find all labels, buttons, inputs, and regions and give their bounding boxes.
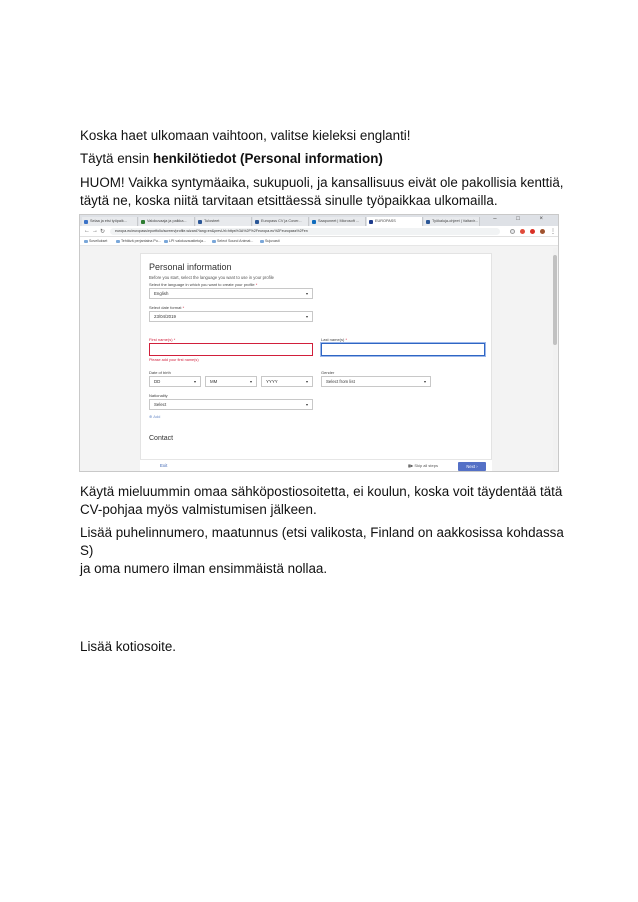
paragraph-email xyxy=(80,483,570,519)
dob-year-select[interactable]: YYYY ▾ xyxy=(261,376,313,387)
paragraph-language: Koska haet ulkomaan vaihtoon, valitse kieleksi englanti! xyxy=(80,128,411,143)
language-select[interactable]: English ▾ xyxy=(149,288,313,299)
tab-favicon-icon xyxy=(84,220,88,224)
tab-favicon-icon xyxy=(369,220,373,224)
bookmark-favicon-icon xyxy=(164,240,168,244)
paragraph-phone-line1: Lisää puhelinnumero, maatunnus (etsi valikosta, Finland on aakkosissa kohdassa S) xyxy=(80,525,564,558)
bookmark-item[interactable]: Tehtävä perjantaina Pu... xyxy=(116,239,161,243)
last-name-input[interactable] xyxy=(321,343,485,356)
browser-tab[interactable]: Selaa ja etsi työpaik... xyxy=(82,217,138,226)
paragraph-note xyxy=(80,174,570,210)
chevron-down-icon: ▾ xyxy=(305,314,308,319)
browser-tab[interactable]: Työkaluja-ohjeet | Valtavir... xyxy=(424,217,480,226)
dob-month-select[interactable]: MM ▾ xyxy=(205,376,257,387)
form-footer xyxy=(140,459,492,472)
first-name-input[interactable] xyxy=(149,343,313,356)
bookmark-item[interactable]: Sovellukset xyxy=(84,239,107,243)
browser-tab[interactable]: Tulosteet xyxy=(196,217,252,226)
scrollbar-thumb[interactable] xyxy=(553,255,557,345)
address-bar[interactable]: europa.eu/europass/eportfolio/screen/profile-wizard?lang=en&prevUrl=https%3A%2F%2Feuropa.eu%2Feuropass%2Fen xyxy=(110,228,500,235)
language-label: Select the language in which you want to create your profile * xyxy=(149,282,258,287)
browser-tab[interactable]: Saapuneet | Microsoft ... xyxy=(310,217,366,226)
window-controls[interactable]: – □ × xyxy=(493,216,552,222)
plus-circle-icon: ⊕ xyxy=(149,414,153,419)
browser-tab-active[interactable]: EUROPASS xyxy=(367,217,423,226)
back-arrow-icon[interactable]: ← xyxy=(84,228,90,234)
contact-section-title: Contact xyxy=(149,435,174,442)
forward-arrow-icon[interactable]: → xyxy=(92,228,98,234)
tab-favicon-icon xyxy=(426,220,430,224)
paragraph-address: Lisää kotiosoite. xyxy=(80,639,177,654)
browser-tab[interactable]: Europass CV ja Cover... xyxy=(253,217,309,226)
star-icon[interactable] xyxy=(510,229,515,234)
bookmark-favicon-icon xyxy=(260,240,264,244)
reload-icon[interactable]: ↻ xyxy=(100,229,106,235)
chevron-down-icon: ▾ xyxy=(249,379,252,384)
add-nationality-link[interactable]: ⊕ Add xyxy=(149,414,161,419)
paragraph-personal-info xyxy=(80,150,570,168)
date-format-select[interactable]: 23/04/2019 ▾ xyxy=(149,311,313,322)
nationality-select[interactable]: Select ▾ xyxy=(149,399,313,410)
extension-icon[interactable] xyxy=(530,229,535,234)
exit-button[interactable]: Exit xyxy=(160,463,168,468)
bookmark-favicon-icon xyxy=(116,240,120,244)
bookmark-item[interactable]: Sujuvasti xyxy=(260,239,280,243)
bookmark-favicon-icon xyxy=(212,240,216,244)
chevron-down-icon: ▾ xyxy=(193,379,196,384)
tab-favicon-icon xyxy=(198,220,202,224)
dob-day-select[interactable]: DD ▾ xyxy=(149,376,201,387)
last-name-label: Last name(s) * xyxy=(321,337,348,342)
bookmark-item[interactable]: LPI valokuvaustietoja... xyxy=(164,239,206,243)
form-title: Personal information xyxy=(149,262,232,272)
paragraph-phone-line2: ja oma numero ilman ensimmäistä nollaa. xyxy=(80,561,328,576)
skip-icon: ▮▶ xyxy=(408,463,414,468)
tab-favicon-icon xyxy=(141,220,145,224)
tab-favicon-icon xyxy=(312,220,316,224)
paragraph-note-line2: täytä ne, koska niitä tarvitaan etsittäessä sinulle työpaikkaa ulkomailla. xyxy=(80,193,498,208)
chevron-down-icon: ▾ xyxy=(305,291,308,296)
paragraph-personal-info-prefix: Täytä ensin xyxy=(80,151,153,166)
required-marker: * xyxy=(182,305,185,310)
date-of-birth-label: Date of birth xyxy=(149,370,171,375)
personal-information-form xyxy=(140,253,492,472)
paragraph-email-line1: Käytä mieluummin omaa sähköpostiosoitetta, ei koulun, koska voit täydentää tätä xyxy=(80,484,563,499)
chevron-right-icon: › xyxy=(476,464,478,469)
profile-avatar-icon[interactable] xyxy=(540,229,545,234)
required-marker: * xyxy=(173,337,176,342)
extension-icon[interactable] xyxy=(520,229,525,234)
browser-tab-bar xyxy=(80,215,558,226)
chevron-down-icon: ▾ xyxy=(305,402,308,407)
chevron-down-icon: ▾ xyxy=(305,379,308,384)
nationality-label: Nationality xyxy=(149,393,168,398)
required-marker: * xyxy=(255,282,258,287)
browser-tab[interactable]: Valokuvaaja ja palkka... xyxy=(139,217,195,226)
next-button[interactable]: Next › xyxy=(458,462,486,471)
embedded-browser-screenshot xyxy=(79,214,559,472)
chevron-down-icon: ▾ xyxy=(423,379,426,384)
tab-favicon-icon xyxy=(255,220,259,224)
first-name-error: Please add your first name(s) xyxy=(149,358,199,362)
apps-grid-icon xyxy=(84,240,88,244)
date-format-label: Select date format * xyxy=(149,305,185,310)
bookmarks-bar xyxy=(80,237,558,246)
form-subtitle: Before you start, select the language you want to use in your profile xyxy=(149,275,275,280)
required-marker: * xyxy=(345,337,348,342)
menu-dots-icon[interactable]: ⋮ xyxy=(550,229,556,235)
paragraph-personal-info-bold: henkilötiedot (Personal information) xyxy=(152,151,383,166)
skip-all-steps-button[interactable]: ▮▶ Skip all steps xyxy=(408,463,438,468)
browser-toolbar xyxy=(80,226,558,237)
paragraph-phone xyxy=(80,524,570,578)
paragraph-note-line1: HUOM! Vaikka syntymäaika, sukupuoli, ja kansallisuus eivät ole pakollisia kenttiä, xyxy=(80,175,564,190)
gender-label: Gender xyxy=(321,370,335,375)
gender-select[interactable]: Select from list ▾ xyxy=(321,376,431,387)
bookmark-item[interactable]: Select Sound Animat... xyxy=(212,239,253,243)
first-name-label: First name(s) * xyxy=(149,337,176,342)
paragraph-email-line2: CV-pohjaa myös valmistumisen jälkeen. xyxy=(80,502,317,517)
